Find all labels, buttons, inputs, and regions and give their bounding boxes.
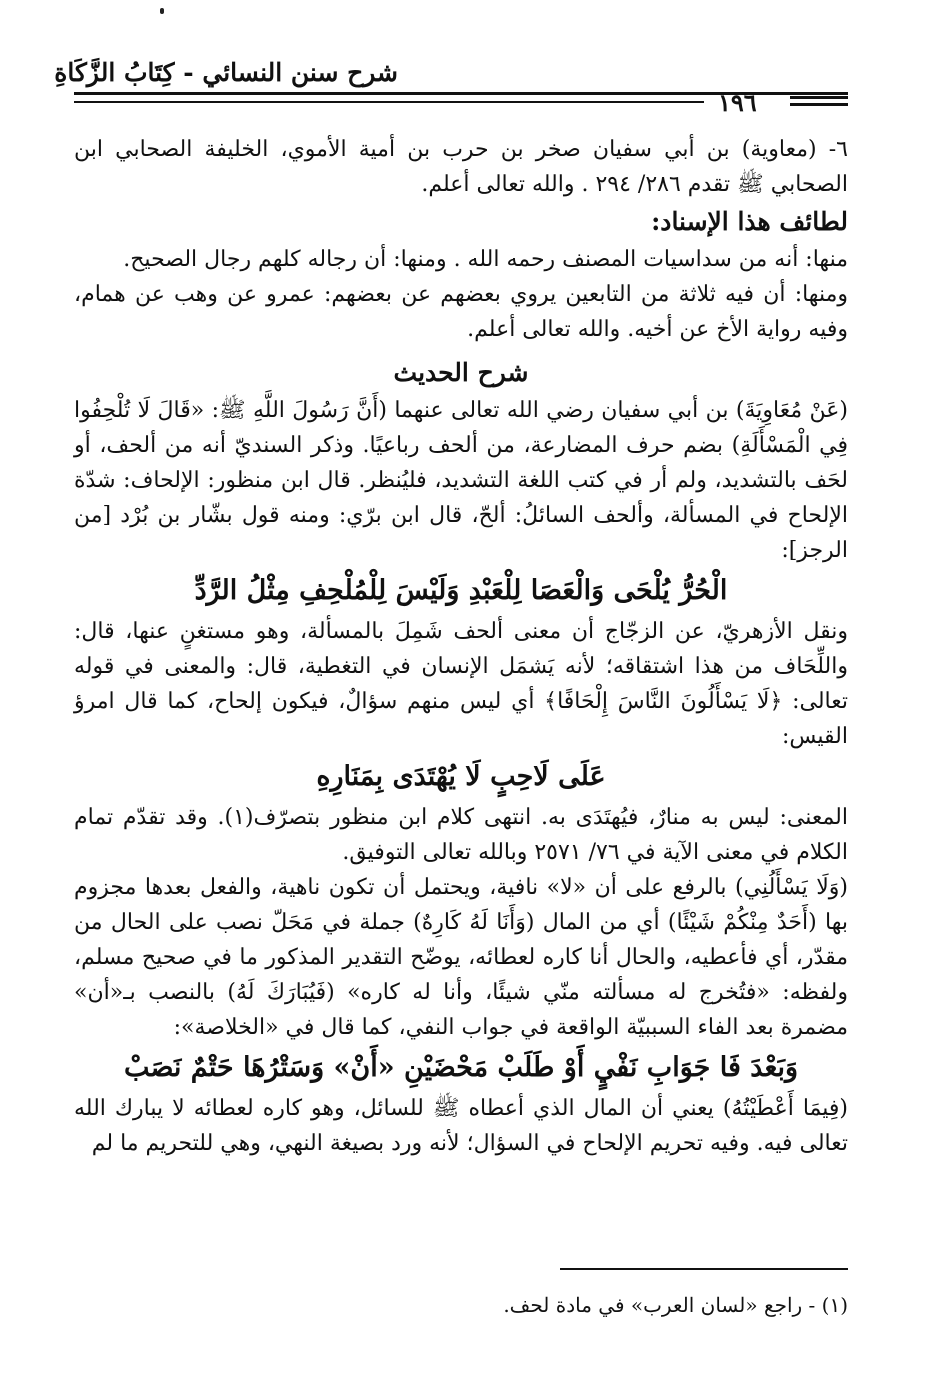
verse-khulasa: وَبَعْدَ فَا جَوَابِ نَفْيٍ أَوْ طَلَبْ مَحْضَيْنِ «أَنْ» وَسَتْرُهَا حَتْمٌ نَصَبْ [123,1052,799,1083]
scan-speck [160,8,164,14]
footnote-rule [560,1268,848,1270]
footnote: (١) - راجع «لسان العرب» في مادة لحف. [503,1293,848,1317]
sharh-heading: شرح الحديث [393,358,529,387]
verse-imru-al-qays: عَلَى لَاحِبٍ لَا يُهْتَدَى بِمَنَارِهِ [316,761,606,792]
lataif-heading: لطائف هذا الإسناد: [651,207,848,236]
header-rule-right-2 [790,103,848,106]
sharh-paragraph-5: (فِيمَا أَعْطَيْتُهُ) يعني أن المال الذي أعطاه ﷺ للسائل، وهو كاره لعطائه لا يبارك الله تعالى فيه. وفيه تحريم الإلحاح في السؤال؛ لأنه ورد بصيغة النهي، وهي للتحريم ما لم [74,1096,848,1156]
main-text [74,132,848,1161]
sharh-paragraph-1: (عَنْ مُعَاوِيَةَ) بن أبي سفيان رضي الله تعالى عنهما (أَنَّ رَسُولَ اللَّهِ ﷺ: «قَالَ لَا تُلْحِفُوا فِي الْمَسْأَلَةِ) بضم حرف المضارعة، من ألحف رباعيًا. وذكر السنديّ أنه من ألحف، أو لحَف بالتشديد، ولم أر في كتب اللغة التشديد، فليُنظر. قال ابن منظور: الإلحاف: شدّة الإلحاح في المسألة، وألحف السائلُ: ألحّ، قال ابن برّي: ومنه قول بشّار بن بُرْد [من الرجز]: [74,398,848,563]
lataif-paragraph-1: منها: أنه من سداسيات المصنف رحمه الله . ومنها: أن رجاله كلهم رجال الصحيح. [123,247,848,272]
sharh-paragraph-4: (وَلَا يَسْأَلُنِي) بالرفع على أن «لا» نافية، ويحتمل أن تكون ناهية، والفعل بعدها مجزوم بها (أَحَدٌ مِنْكُمْ شَيْئًا) أي من المال (وَأَنَا لَهُ كَارِهٌ) جملة في مَحَلّ نصب على الحال من مقدّر، أي فأعطيه، والحال أنا كاره لعطائه، يوضّح التقدير المذكور ما في صحيح مسلم، ولفظه: «فتُخرج له مسألته منّي شيئًا، وأنا له كاره» (فَيُبَارَكَ لَهُ) بالنصب بـ«أن» مضمرة بعد الفاء السببيّة الواقعة في جواب النفي، كما قال في «الخلاصة»: [74,875,848,1040]
verse-bashshar: الْحُرُّ يُلْحَى وَالْعَصَا لِلْعَبْدِ وَلَيْسَ لِلْمُلْحِفِ مِثْلُ الرَّدِّ [194,575,728,606]
lataif-paragraph-2: ومنها: أن فيه ثلاثة من التابعين يروي بعضهم عن بعضهم: عمرو عن وهب عن همام، وفيه رواية الأخ عن أخيه. والله تعالى أعلم. [74,282,848,342]
header-rule-right-1 [790,96,848,99]
sharh-paragraph-3: المعنى: ليس به منارٌ، فيُهتَدَى به. انتهى كلام ابن منظور بتصرّف(١). وقد تقدّم تمام الكلام في معنى الآية في ٧٦/ ٢٥٧١ وبالله تعالى التوفيق. [74,805,848,865]
narrator-note: ٦- (معاوية) بن أبي سفيان صخر بن حرب بن أمية الأموي، الخليفة الصحابي ابن الصحابي ﷺ تقدم ٢٨٦/ ٢٩٤ . والله تعالى أعلم. [74,137,848,197]
header-rule-left [74,101,704,103]
sharh-paragraph-2: ونقل الأزهريّ، عن الزجّاج أن معنى ألحف شَمِلَ بالمسألة، وهو مستغنٍ عنها، قال: واللِّحَاف من هذا اشتقاقه؛ لأنه يَشمَل الإنسان في التغطية، قال: والمعنى في قوله تعالى: ﴿لَا يَسْأَلُونَ النَّاسَ إِلْحَافًا﴾ أي ليس منهم سؤالٌ، فيكون إلحاح، كما قال امرؤ القيس: [74,619,848,749]
page-number: ١٩٦ [718,88,757,117]
running-header-title: شرح سنن النسائي - كِتَابُ الزَّكَاةِ [54,58,398,87]
